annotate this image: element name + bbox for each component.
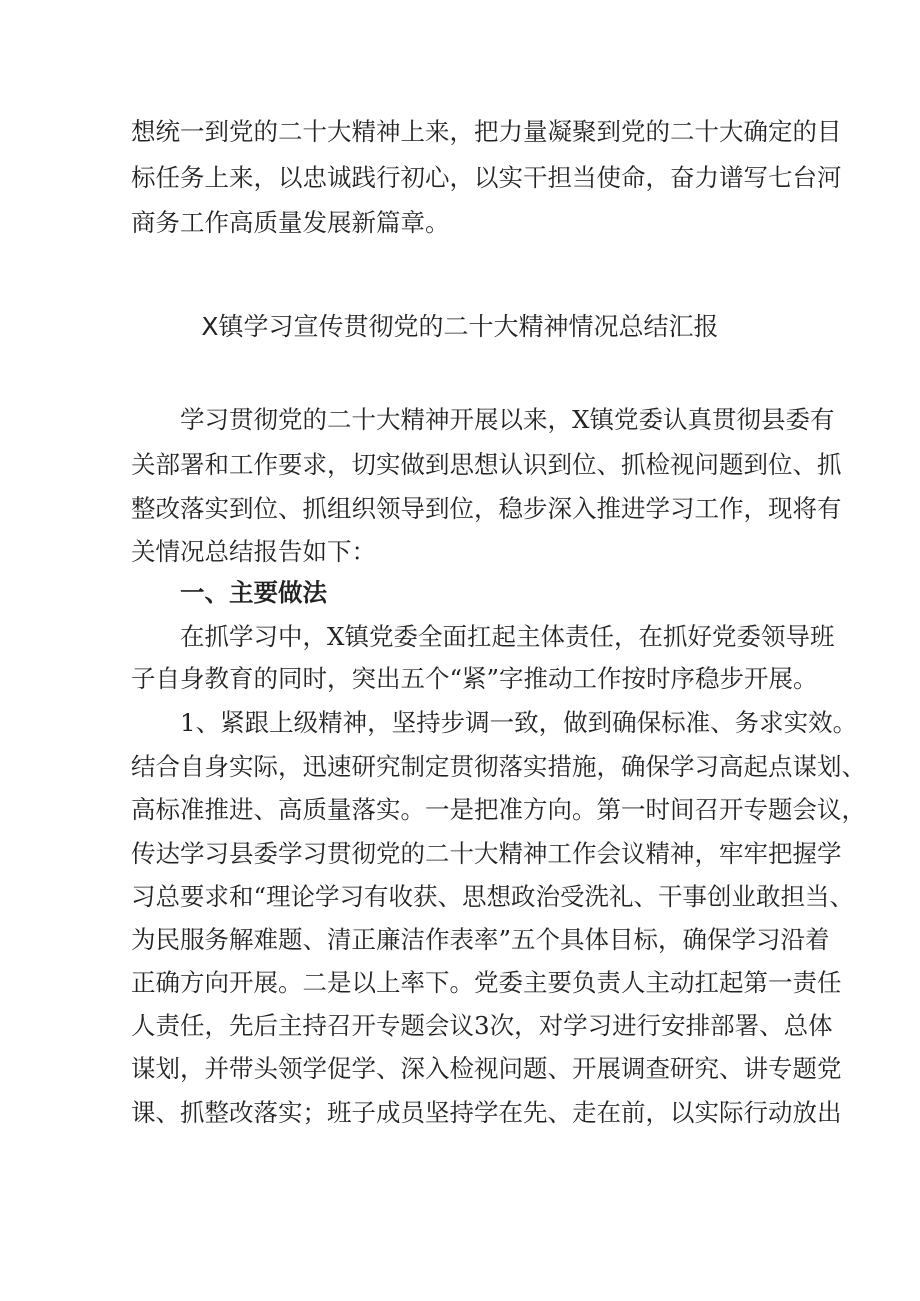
p3-line-1: 1、紧跟上级精神，坚持步调一致，做到确保标准、务求实效。 — [180, 708, 858, 737]
intro-line-1: 想统一到党的二十大精神上来，把力量凝聚到党的二十大确定的目 — [131, 117, 842, 146]
p3-line-9: 谋划，并带头领学促学、深入检视问题、开展调查研究、讲专题党 — [131, 1054, 842, 1083]
p3-line-5: 习总要求和“理论学习有收获、思想政治受洗礼、干事创业敢担当、 — [131, 882, 855, 911]
intro-line-2: 标任务上来，以忠诚践行初心，以实干担当使命，奋力谱写七台河 — [131, 163, 842, 192]
p3-line-8: 人责任，先后主持召开专题会议3次，对学习进行安排部署、总体 — [131, 1011, 833, 1040]
p1-line-2: 关部署和工作要求，切实做到思想认识到位、抓检视问题到位、抓 — [131, 450, 842, 479]
p3-line-2: 结合自身实际，迅速研究制定贯彻落实措施，确保学习高起点谋划、 — [131, 752, 866, 781]
p3-line-4: 传达学习县委学习贯彻党的二十大精神工作会议精神，牢牢把握学 — [131, 839, 842, 868]
p3-line-7: 正确方向开展。二是以上率下。党委主要负责人主动扛起第一责任 — [131, 968, 842, 997]
p3-line-10: 课、抓整改落实；班子成员坚持学在先、走在前，以实际行动放出 — [131, 1098, 842, 1127]
p2-line-1: 在抓学习中，X镇党委全面扛起主体责任，在抓好党委领导班 — [180, 622, 835, 651]
p1-line-1: 学习贯彻党的二十大精神开展以来，X镇党委认真贯彻县委有 — [180, 405, 835, 434]
section-heading-main-practices: 一、主要做法 — [180, 578, 327, 607]
p1-line-3: 整改落实到位、抓组织领导到位，稳步深入推进学习工作，现将有 — [131, 494, 842, 523]
report-title: X镇学习宣传贯彻党的二十大精神情况总结汇报 — [201, 312, 719, 341]
p3-line-3: 高标准推进、高质量落实。一是把准方向。第一时间召开专题会议， — [131, 795, 866, 824]
p3-line-6: 为民服务解难题、清正廉洁作表率”五个具体目标，确保学习沿着 — [131, 925, 830, 954]
p1-line-4: 关情况总结报告如下： — [131, 537, 376, 566]
intro-line-3: 商务工作高质量发展新篇章。 — [131, 208, 450, 237]
p2-line-2: 子自身教育的同时，突出五个“紧”字推动工作按时序稳步开展。 — [131, 664, 818, 693]
